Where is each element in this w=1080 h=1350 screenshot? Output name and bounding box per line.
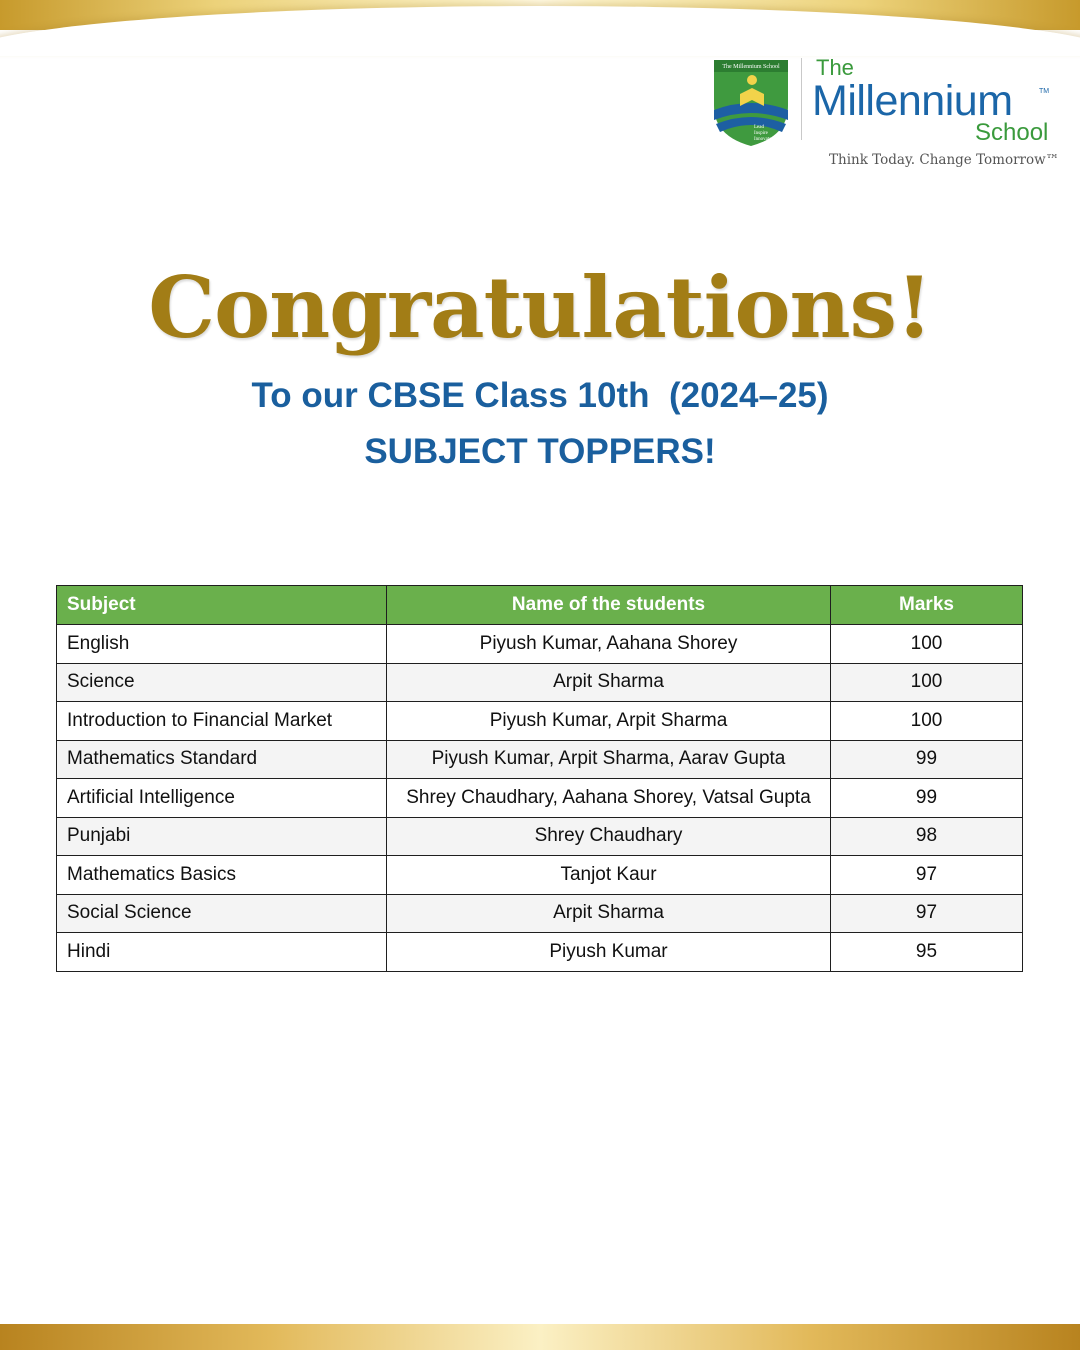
table-row [57, 933, 1023, 972]
crest-motto-2: Inspire [754, 131, 768, 136]
cell-names: Shrey Chaudhary [387, 817, 831, 856]
cell-marks: 95 [831, 933, 1023, 972]
logo-school: School [975, 119, 1049, 146]
cell-names: Piyush Kumar, Arpit Sharma [387, 702, 831, 741]
table-header-row [57, 586, 1023, 625]
school-logo [712, 55, 1060, 176]
cell-marks: 100 [831, 663, 1023, 702]
cell-marks: 100 [831, 702, 1023, 741]
crest-label: The Millennium School [722, 64, 780, 70]
logo-tagline: Think Today. Change Tomorrow™ [829, 152, 1060, 168]
cell-subject: Science [57, 663, 387, 702]
header-marks: Marks [831, 586, 1023, 625]
cell-names: Tanjot Kaur [387, 856, 831, 895]
cell-subject: Social Science [57, 894, 387, 933]
cell-subject: Punjabi [57, 817, 387, 856]
cell-marks: 97 [831, 894, 1023, 933]
cell-marks: 97 [831, 856, 1023, 895]
crest-icon [712, 58, 790, 148]
cell-marks: 99 [831, 740, 1023, 779]
table-row [57, 663, 1023, 702]
header-names: Name of the students [387, 586, 831, 625]
cell-subject: Mathematics Standard [57, 740, 387, 779]
congratulations-headline: Congratulations! [148, 258, 932, 357]
cell-subject: Introduction to Financial Market [57, 702, 387, 741]
cell-names: Piyush Kumar [387, 933, 831, 972]
cell-subject: English [57, 625, 387, 664]
cell-marks: 99 [831, 779, 1023, 818]
cell-subject: Mathematics Basics [57, 856, 387, 895]
table-row [57, 856, 1023, 895]
cell-names: Arpit Sharma [387, 894, 831, 933]
crest-motto-1: Lead [754, 125, 764, 130]
table-row [57, 817, 1023, 856]
table-row [57, 779, 1023, 818]
cell-marks: 100 [831, 625, 1023, 664]
logo-millennium: Millennium [812, 77, 1013, 125]
cell-subject: Hindi [57, 933, 387, 972]
cell-names: Piyush Kumar, Aahana Shorey [387, 625, 831, 664]
table-row [57, 625, 1023, 664]
table-row [57, 702, 1023, 741]
subheadline-class: To our CBSE Class 10th (2024–25) [251, 376, 829, 415]
bottom-gold-band [0, 1324, 1080, 1350]
cell-names: Arpit Sharma [387, 663, 831, 702]
crest-motto-3: Innovate [754, 137, 772, 142]
cell-marks: 98 [831, 817, 1023, 856]
logo-the: The [816, 55, 854, 80]
header-subject: Subject [57, 586, 387, 625]
table-row [57, 894, 1023, 933]
table-row [57, 740, 1023, 779]
subheadline-toppers: SUBJECT TOPPERS! [364, 432, 716, 471]
toppers-table [56, 585, 1023, 972]
cell-names: Shrey Chaudhary, Aahana Shorey, Vatsal Gupta [387, 779, 831, 818]
cell-names: Piyush Kumar, Arpit Sharma, Aarav Gupta [387, 740, 831, 779]
logo-divider [801, 58, 802, 140]
logo-trademark: TM [1039, 88, 1050, 95]
cell-subject: Artificial Intelligence [57, 779, 387, 818]
